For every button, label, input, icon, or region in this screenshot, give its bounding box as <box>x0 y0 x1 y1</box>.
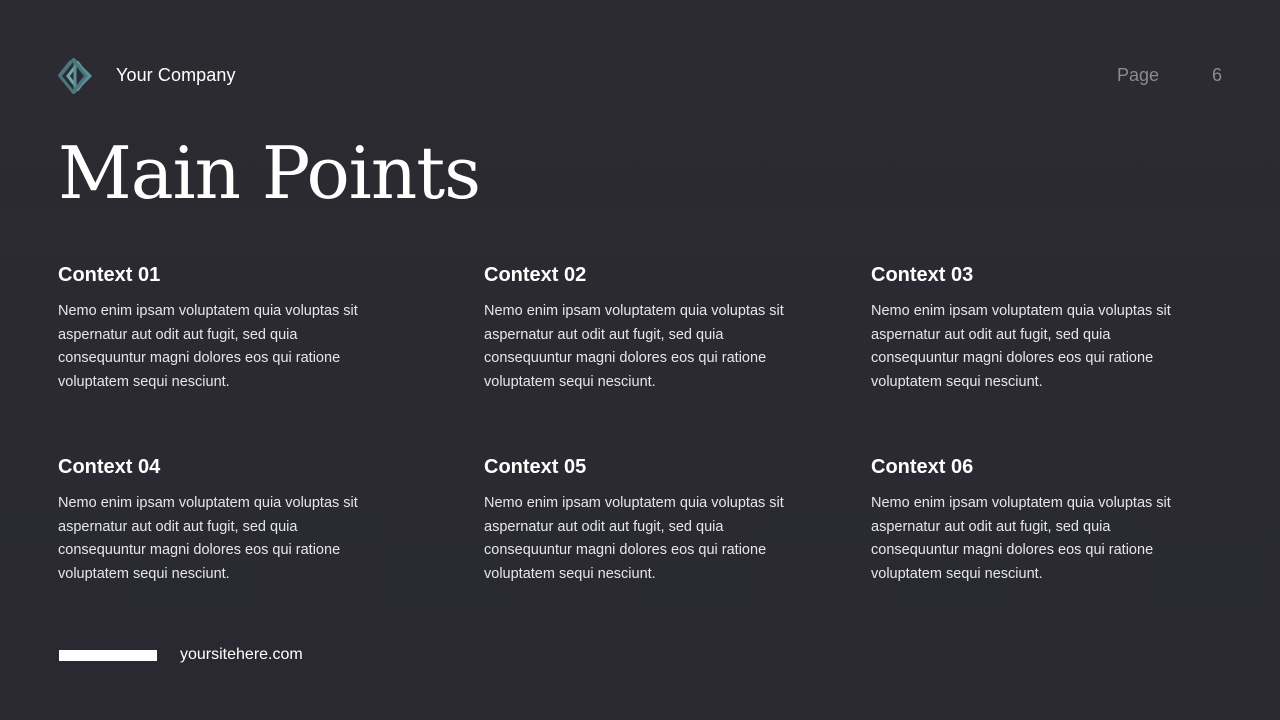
point-block-05 <box>484 454 814 586</box>
point-heading: Context 02 <box>484 264 587 286</box>
point-block-06 <box>871 454 1201 586</box>
point-text: Nemo enim ipsam voluptatem quia voluptas sit aspernatur aut odit aut fugit, sed quia consequuntur magni dolores eos qui ratione voluptatem sequi nesciunt. <box>58 303 358 390</box>
point-heading: Context 03 <box>871 264 974 286</box>
point-heading: Context 04 <box>58 456 161 478</box>
company-name: Your Company <box>116 65 236 85</box>
point-text: Nemo enim ipsam voluptatem quia voluptas sit aspernatur aut odit aut fugit, sed quia consequuntur magni dolores eos qui ratione voluptatem sequi nesciunt. <box>484 495 784 582</box>
point-block-02 <box>484 262 814 394</box>
page-title: Main Points <box>58 131 481 215</box>
point-block-03 <box>871 262 1201 394</box>
point-text: Nemo enim ipsam voluptatem quia voluptas sit aspernatur aut odit aut fugit, sed quia consequuntur magni dolores eos qui ratione voluptatem sequi nesciunt. <box>484 303 784 390</box>
point-text: Nemo enim ipsam voluptatem quia voluptas sit aspernatur aut odit aut fugit, sed quia consequuntur magni dolores eos qui ratione voluptatem sequi nesciunt. <box>871 303 1171 390</box>
point-text: Nemo enim ipsam voluptatem quia voluptas sit aspernatur aut odit aut fugit, sed quia consequuntur magni dolores eos qui ratione voluptatem sequi nesciunt. <box>871 495 1171 582</box>
page-label: Page <box>1116 65 1159 85</box>
point-block-04 <box>58 454 388 586</box>
point-block-01 <box>58 262 388 394</box>
footer-accent-bar <box>59 650 157 661</box>
point-heading: Context 01 <box>58 264 161 286</box>
page-number: 6 <box>1211 65 1222 85</box>
diamond-logo-icon <box>57 58 99 94</box>
point-text: Nemo enim ipsam voluptatem quia voluptas sit aspernatur aut odit aut fugit, sed quia consequuntur magni dolores eos qui ratione voluptatem sequi nesciunt. <box>58 495 358 582</box>
footer-site-link[interactable]: yoursitehere.com <box>180 646 303 663</box>
point-heading: Context 06 <box>871 456 974 478</box>
point-heading: Context 05 <box>484 456 587 478</box>
